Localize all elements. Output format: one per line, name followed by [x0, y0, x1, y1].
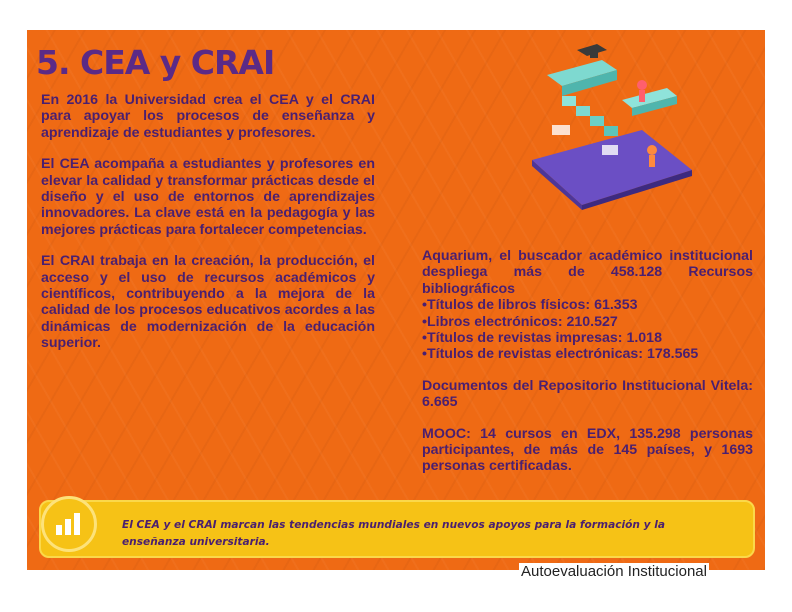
list-item: • Títulos de revistas electrónicas: 178.565 [422, 346, 753, 362]
right-column [422, 248, 753, 490]
repositorio-text: Documentos del Repositorio Institucional Vitela: 6.665 [422, 377, 753, 411]
mooc-text: MOOC: 14 cursos en EDX, 135.298 personas participantes, de más de 145 países, y 1693 personas certificadas. [422, 425, 753, 475]
slide-title: 5. CEA y CRAI [36, 43, 275, 82]
banner-icon-circle [41, 496, 97, 552]
paragraph-crai: El CRAI trabaja en la creación, la producción, el acceso y el uso de recursos académicos y científicos, contribuyendo a la mejora de la calidad de los procesos educativos acordes a las dinámicas de modernización de la educación superior. [41, 253, 375, 352]
aquarium-intro: Aquarium, el buscador académico institucional despliega más de 458.128 Recursos bibliográficos [422, 248, 753, 297]
bar-chart-icon [54, 511, 84, 537]
resources-list [422, 297, 753, 363]
stairs-illustration [492, 30, 692, 210]
slide [27, 30, 765, 570]
footer-label: Autoevaluación Institucional [521, 563, 707, 580]
left-column [41, 92, 375, 367]
list-item: • Libros electrónicos: 210.527 [422, 314, 753, 330]
banner-text: El CEA y el CRAI marcan las tendencias mundiales en nuevos apoyos para la formación y la enseñanza universitaria. [122, 519, 666, 548]
list-item: • Títulos de libros físicos: 61.353 [422, 297, 753, 313]
paragraph-cea: El CEA acompaña a estudiantes y profesores en elevar la calidad y transformar prácticas desde el diseño y el uso de entornos de aprendizajes innovadores. La clave está en la pedagogía y las mejores prácticas para fortalecer competencias. [41, 156, 375, 238]
list-item: • Títulos de revistas impresas: 1.018 [422, 330, 753, 346]
paragraph-intro: En 2016 la Universidad crea el CEA y el CRAI para apoyar los procesos de enseñanza y aprendizaje de estudiantes y profesores. [41, 92, 375, 141]
